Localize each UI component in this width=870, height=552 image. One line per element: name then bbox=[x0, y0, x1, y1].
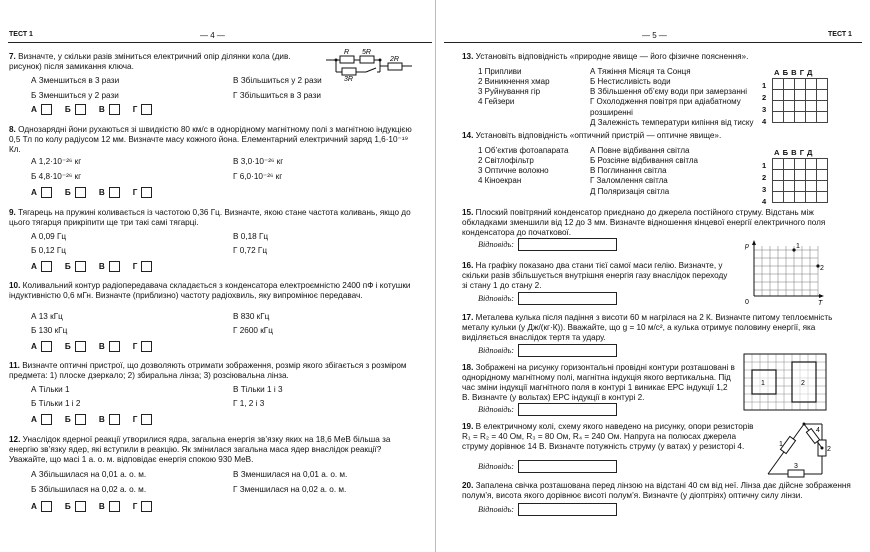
label-3r: 3R bbox=[344, 76, 353, 83]
question-18-text: Зображені на рисунку горизонтальні провідні контури розташовані в однорідному магнітному полі, магнітна індукція якого вертикальна. Під час зміни індукції магнітного поля в контурі 1 виникає ЕРС індукції 1,2 В. Визначте (у вольтах) ЕРС індукції в контурі 2. bbox=[462, 363, 735, 402]
q17-answer: Відповідь: bbox=[478, 344, 617, 357]
q13-left-item: 1 Припливи bbox=[478, 67, 522, 76]
r4-label: 4 bbox=[816, 427, 820, 434]
q7-option-g: Г Збільшиться в 3 рази bbox=[233, 91, 321, 100]
label-r: R bbox=[344, 49, 350, 56]
question-8: 8. Однозарядні йони рухаються зі швидкістю 80 км/с в однорідному магнітному полі з магнітною індукцією 0,5 Тл по колу радіусом 12 мм. Визначте масу кожного йона. Елементарний електричний заряд 1,6·10⁻¹⁹ Кл. bbox=[9, 125, 412, 154]
circuit-figure-q7 bbox=[324, 48, 414, 82]
q13-right-list bbox=[590, 67, 756, 128]
header-rule bbox=[8, 42, 432, 43]
q12-box-b[interactable] bbox=[75, 501, 86, 512]
question-13: 13. Установіть відповідність «природне явище — його фізичне пояснення». bbox=[462, 52, 749, 61]
question-7: 7. Визначте, у скільки разів зміниться електричний опір ділянки кола (див. рисунок) після замикання ключа. bbox=[9, 52, 291, 71]
r2-label: 2 bbox=[827, 446, 831, 453]
question-11: 11. Визначте оптичні пристрої, що дозволяють отримати зображення, розмір якого збігається з розміром предмета: 1) плоске дзеркало; 2) збиральна лінза; 3) розсіювальна лінза. bbox=[9, 361, 407, 380]
q13-left-item: 4 Гейзери bbox=[478, 97, 515, 107]
q12-option-a: А Збільшилася на 0,01 а. о. м. bbox=[31, 470, 147, 479]
q20-answer-field[interactable] bbox=[518, 503, 617, 516]
q14-right-item: А Повне відбивання світла bbox=[590, 146, 690, 155]
test-label: ТЕСТ 1 bbox=[828, 31, 852, 38]
r1-label: 1 bbox=[779, 441, 783, 448]
q18-answer: Відповідь: bbox=[478, 403, 617, 416]
q8-option-g: Г 6,0·10⁻²⁶ кг bbox=[233, 172, 283, 181]
q9-option-a: А 0,09 Гц bbox=[31, 232, 67, 241]
state-1: 1 bbox=[796, 243, 800, 250]
q11-box-g[interactable] bbox=[141, 414, 152, 425]
question-15-text: Плоский повітряний конденсатор приєднано до джерела постійного струму. Відстань між обкладками зменшили від 12 до 3 мм. Визначте відношення кінцевої енергії електричного поля конденсатора до початкової. bbox=[462, 208, 826, 237]
q9-box-b[interactable] bbox=[75, 261, 86, 272]
q10-box-v[interactable] bbox=[109, 341, 120, 352]
q19-answer: Відповідь: bbox=[478, 460, 617, 473]
q11-box-v[interactable] bbox=[109, 414, 120, 425]
q9-option-g: Г 0,72 Гц bbox=[233, 246, 268, 255]
question-12-text: Унаслідок ядерної реакції утворилися ядра, загальна енергія зв’язку яких на 18,6 МеВ більша за енергію зв’язку ядер, які вступили в реакцію. Як змінилася загальна маса ядер внаслідок реакції? Уважайте, що масі 1 а. о. м. відповідає енергія спокою 930 МеВ. bbox=[9, 435, 391, 464]
q10-option-b: Б 130 кГц bbox=[31, 326, 68, 335]
q7-answer-boxes: А Б В Г bbox=[31, 104, 161, 115]
q13-left-item: 3 Руйнування гір bbox=[478, 87, 541, 97]
q7-option-a: А Зменшиться в 3 рази bbox=[31, 76, 120, 85]
q7-box-a[interactable] bbox=[41, 104, 52, 115]
label-5r: 5R bbox=[362, 49, 371, 56]
q11-box-a[interactable] bbox=[41, 414, 52, 425]
q12-answer-boxes: А Б В Г bbox=[31, 501, 161, 512]
question-9: 9. Тягарець на пружині коливається із частотою 0,36 Гц. Визначте, якою стане частота коливань, якщо до цього тягарця прикріпити ще три такі самі тягарці. bbox=[9, 208, 411, 227]
q19-answer-field[interactable] bbox=[518, 460, 617, 473]
q8-box-v[interactable] bbox=[109, 187, 120, 198]
question-7-text: Визначте, у скільки разів зміниться електричний опір ділянки кола (див. рисунок) після замикання ключа. bbox=[9, 52, 291, 71]
origin: 0 bbox=[745, 299, 749, 306]
q15-answer-field[interactable] bbox=[518, 238, 617, 251]
q13-right-item: Г Охолодження повітря при адіабатному розширенні bbox=[590, 97, 741, 117]
q13-right-item: В Збільшення об’єму води при замерзанні bbox=[590, 87, 747, 97]
axis-t: T bbox=[818, 300, 823, 307]
q8-option-v: В 3,0·10⁻²⁶ кг bbox=[233, 157, 284, 166]
q11-option-b: Б Тільки 1 і 2 bbox=[31, 399, 81, 408]
question-13-text: Установіть відповідність «природне явище — його фізичне пояснення». bbox=[475, 52, 749, 61]
question-20: 20. Запалена свічка розташована перед лінзою на відстані 40 см від неї. Лінза дає дійсне зображення полум’я, висота якого дорівнює висоті полум’я. Визначте (у діоптріях) оптичну силу лінзи. bbox=[462, 481, 851, 500]
contour-2-label: 2 bbox=[801, 380, 805, 387]
q10-option-g: Г 2600 кГц bbox=[233, 326, 273, 335]
question-20-text: Запалена свічка розташована перед лінзою на відстані 40 см від неї. Лінза дає дійсне зображення полум’я, висота якого дорівнює висоті полум’я. Визначте (у діоптріях) оптичну силу лінзи. bbox=[462, 481, 851, 500]
label-2r: 2R bbox=[390, 56, 399, 63]
q11-option-g: Г 1, 2 і 3 bbox=[233, 399, 265, 408]
q14-right-item: Б Розсіяне відбивання світла bbox=[590, 156, 698, 166]
q10-option-a: А 13 кГц bbox=[31, 312, 63, 321]
contour-1-label: 1 bbox=[761, 380, 765, 387]
question-14-text: Установіть відповідність «оптичний пристрій — оптичне явище». bbox=[475, 131, 722, 140]
q10-answer-boxes: А Б В Г bbox=[31, 341, 161, 352]
r3-label: 3 bbox=[794, 463, 798, 470]
q12-box-a[interactable] bbox=[41, 501, 52, 512]
question-14: 14. Установіть відповідність «оптичний пристрій — оптичне явище». bbox=[462, 131, 722, 140]
question-19: 19. В електричному колі, схему якого наведено на рисунку, опори резисторів R₁ = R₂ = 40 Ом, R₃ = 80 Ом, R₄ = 240 Ом. Напруга на полюсах джерела струму дорівнює 14 В. Визначте потужність струму (у ватах) у резисторі 4. bbox=[462, 422, 754, 451]
q14-right-list bbox=[590, 146, 756, 197]
q14-right-item: Г Заломлення світла bbox=[590, 176, 668, 186]
q10-box-a[interactable] bbox=[41, 341, 52, 352]
contours-figure-q18 bbox=[742, 352, 828, 412]
q14-grid-header: АБВГД bbox=[774, 148, 816, 157]
question-10: 10. Коливальний контур радіопередавача складається з конденсатора електроємністю 2400 пФ і котушки індуктивністю 0,6 мГн. Визначте (приблизно) частоту радіохвиль, яку випромінює передавач. bbox=[9, 281, 411, 300]
q8-option-a: А 1,2·10⁻²⁶ кг bbox=[31, 157, 82, 166]
pt-graph-q16 bbox=[742, 240, 824, 306]
q14-left-item: 4 Кіноекран bbox=[478, 176, 522, 186]
q13-grid-rows: 1 2 3 4 bbox=[762, 81, 767, 126]
q14-left-item: 3 Оптичне волокно bbox=[478, 166, 549, 176]
question-16-text: На графіку показано два стани тієї самої маси гелію. Визначте, у скільки разів збільшується внутрішня енергія газу внаслідок переходу зі стану 1 до стану 2. bbox=[462, 261, 728, 290]
q10-box-b[interactable] bbox=[75, 341, 86, 352]
q10-option-v: В 830 кГц bbox=[233, 312, 270, 321]
q15-answer: Відповідь: bbox=[478, 238, 617, 251]
q8-box-b[interactable] bbox=[75, 187, 86, 198]
q16-answer-field[interactable] bbox=[518, 292, 617, 305]
question-11-text: Визначте оптичні пристрої, що дозволяють отримати зображення, розмір якого збігається з розміром предмета: 1) плоске дзеркало; 2) збиральна лінза; 3) розсіювальна лінза. bbox=[9, 361, 407, 380]
q14-left-item: 2 Світлофільтр bbox=[478, 156, 534, 166]
question-8-text: Однозарядні йони рухаються зі швидкістю 80 км/с в однорідному магнітному полі з магнітною індукцією 0,5 Тл по колу радіусом 12 мм. Визначте масу кожного йона. Елементарний електричний заряд 1,6·10⁻¹⁹ Кл. bbox=[9, 125, 412, 154]
q14-right-item: В Поглинання світла bbox=[590, 166, 667, 176]
q10-box-g[interactable] bbox=[141, 341, 152, 352]
q8-box-g[interactable] bbox=[141, 187, 152, 198]
q13-right-item: А Тяжіння Місяця та Сонця bbox=[590, 67, 691, 76]
q14-left-item: 1 Об’єктив фотоапарата bbox=[478, 146, 569, 155]
q13-right-item: Д Залежність температури кипіння від тиску bbox=[590, 117, 754, 127]
header-rule bbox=[444, 42, 862, 43]
q14-answer-grid[interactable] bbox=[772, 158, 828, 203]
q12-option-b: Б Збільшилася на 0,02 а. о. м. bbox=[31, 485, 147, 494]
q9-answer-boxes: А Б В Г bbox=[31, 261, 161, 272]
q8-box-a[interactable] bbox=[41, 187, 52, 198]
page-number: — 4 — bbox=[200, 31, 225, 40]
q9-box-v[interactable] bbox=[109, 261, 120, 272]
q11-option-v: В Тільки 1 і 3 bbox=[233, 385, 283, 394]
q12-option-g: Г Зменшилася на 0,02 а. о. м. bbox=[233, 485, 347, 494]
question-17-text: Металева кулька після падіння з висоти 60 м нагрілася на 2 К. Визначте питому теплоємність металу кульки (у Дж/(кг·К)). Вважайте, що g = 10 м/с², а кулька отримує половину енергії, яка виділяється внаслідок тертя та удару. bbox=[462, 313, 833, 342]
q17-answer-field[interactable] bbox=[518, 344, 617, 357]
q7-box-v[interactable] bbox=[109, 104, 120, 115]
q12-box-v[interactable] bbox=[109, 501, 120, 512]
q8-answer-boxes: А Б В Г bbox=[31, 187, 161, 198]
axis-p: p bbox=[745, 243, 749, 250]
q8-option-b: Б 4,8·10⁻²⁶ кг bbox=[31, 172, 82, 181]
page-number: — 5 — bbox=[642, 31, 667, 40]
question-16: 16. На графіку показано два стани тієї самої маси гелію. Визначте, у скільки разів збільшується внутрішня енергія газу внаслідок переходу зі стану 1 до стану 2. bbox=[462, 261, 728, 290]
q7-box-g[interactable] bbox=[141, 104, 152, 115]
question-17: 17. Металева кулька після падіння з висоти 60 м нагрілася на 2 К. Визначте питому теплоємність металу кульки (у Дж/(кг·К)). Вважайте, що g = 10 м/с², а кулька отримує половину енергії, яка виділяється внаслідок тертя та удару. bbox=[462, 313, 833, 342]
question-19-text: В електричному колі, схему якого наведено на рисунку, опори резисторів R₁ = R₂ = 40 Ом, R₃ = 80 Ом, R₄ = 240 Ом. Напруга на полюсах джерела струму дорівнює 14 В. Визначте потужність струму (у ватах) у резисторі 4. bbox=[462, 422, 754, 451]
question-15: 15. Плоский повітряний конденсатор приєднано до джерела постійного струму. Відстань між обкладками зменшили від 12 до 3 мм. Визначте відношення кінцевої енергії електричного поля конденсатора до початкової. bbox=[462, 208, 826, 237]
q13-left-list bbox=[478, 67, 550, 108]
question-18: 18. Зображені на рисунку горизонтальні провідні контури розташовані в однорідному магнітному полі, магнітна індукція якого вертикальна. Під час зміни індукції магнітного поля в контурі 1 виникає ЕРС індукції 1,2 В. Визначте (у вольтах) ЕРС індукції в контурі 2. bbox=[462, 363, 735, 402]
q13-grid-header: АБВГД bbox=[774, 68, 816, 77]
q20-answer: Відповідь: bbox=[478, 503, 617, 516]
q11-answer-boxes: А Б В Г bbox=[31, 414, 161, 425]
q13-right-item: Б Нестисливість води bbox=[590, 77, 671, 87]
test-label: ТЕСТ 1 bbox=[9, 31, 33, 38]
q14-grid-rows: 1 2 3 4 bbox=[762, 161, 767, 206]
circuit-figure-q19 bbox=[764, 418, 830, 478]
q12-option-v: В Зменшилася на 0,01 а. о. м. bbox=[233, 470, 348, 479]
q7-option-v: В Збільшиться у 2 рази bbox=[233, 76, 322, 85]
q11-option-a: А Тільки 1 bbox=[31, 385, 70, 394]
q12-box-g[interactable] bbox=[141, 501, 152, 512]
state-2: 2 bbox=[820, 265, 824, 272]
q11-box-b[interactable] bbox=[75, 414, 86, 425]
q9-box-g[interactable] bbox=[141, 261, 152, 272]
question-12: 12. Унаслідок ядерної реакції утворилися ядра, загальна енергія зв’язку яких на 18,6 МеВ більша за енергію зв’язку ядер, які вступили в реакцію. Як змінилася загальна маса ядер внаслідок реакції? Уважайте, що масі 1 а. о. м. відповідає енергія спокою 930 МеВ. bbox=[9, 435, 391, 464]
right-page bbox=[436, 0, 870, 552]
question-9-text: Тягарець на пружині коливається із частотою 0,36 Гц. Визначте, якою стане частота коливань, якщо до цього тягарця прикріпити ще три такі самі тягарці. bbox=[9, 208, 411, 227]
q13-left-item: 2 Виникнення хмар bbox=[478, 77, 550, 87]
q14-left-list bbox=[478, 146, 568, 187]
q9-option-v: В 0,18 Гц bbox=[233, 232, 269, 241]
q14-right-item: Д Поляризація світла bbox=[590, 186, 670, 196]
q7-option-b: Б Зменшиться у 2 рази bbox=[31, 91, 119, 100]
q9-option-b: Б 0,12 Гц bbox=[31, 246, 66, 255]
q16-answer: Відповідь: bbox=[478, 292, 617, 305]
q7-box-b[interactable] bbox=[75, 104, 86, 115]
q13-answer-grid[interactable] bbox=[772, 78, 828, 123]
q18-answer-field[interactable] bbox=[518, 403, 617, 416]
question-10-text: Коливальний контур радіопередавача складається з конденсатора електроємністю 2400 пФ і котушки індуктивністю 0,6 мГн. Визначте (приблизно) частоту радіохвиль, яку випромінює передавач. bbox=[9, 281, 411, 300]
q9-box-a[interactable] bbox=[41, 261, 52, 272]
